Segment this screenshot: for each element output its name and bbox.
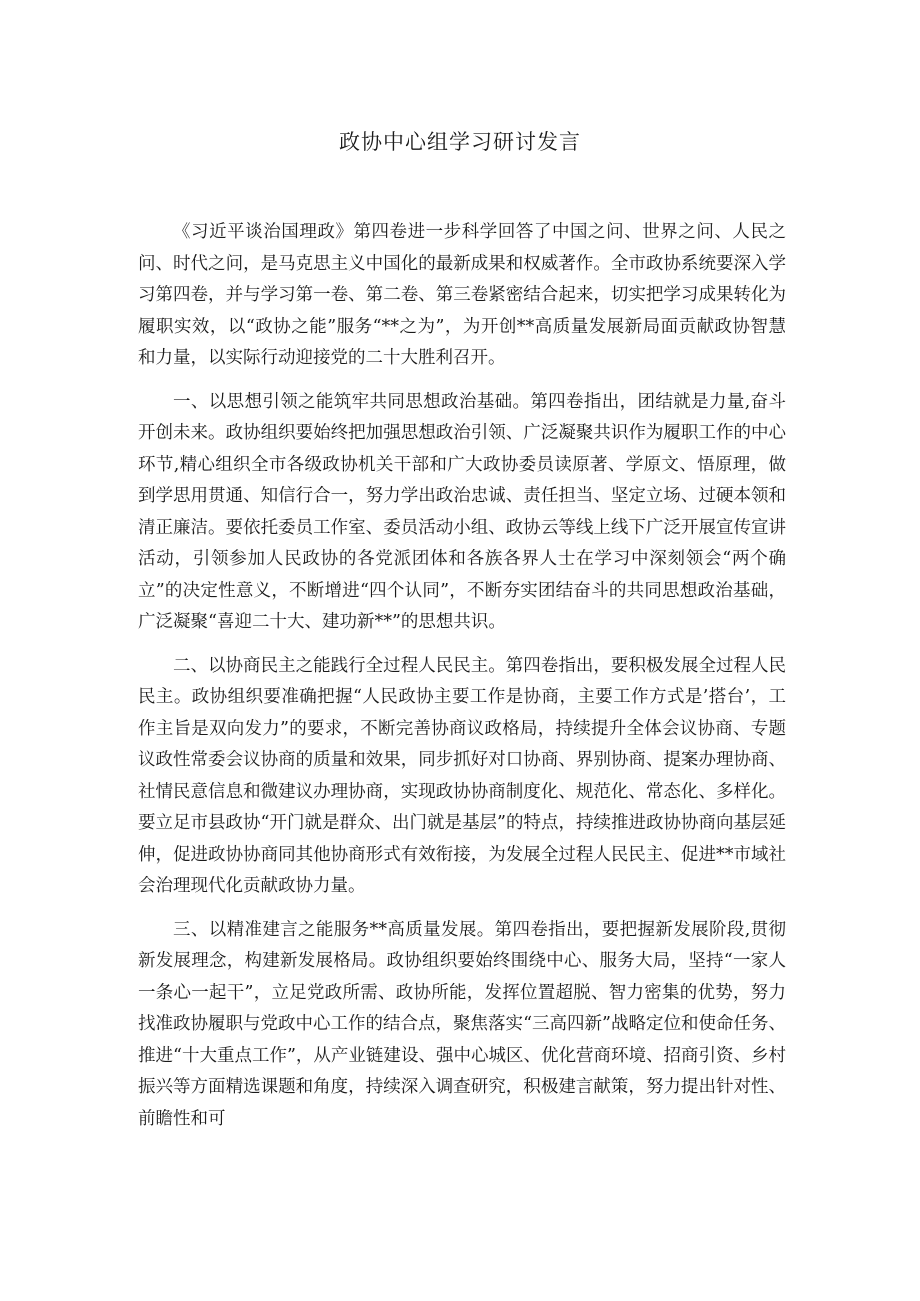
- document-title: 政协中心组学习研讨发言: [339, 130, 581, 154]
- paragraph-section-3: 三、以精准建言之能服务**高质量发展。第四卷指出，要把握新发展阶段,贯彻新发展理念，构建新发展格局。政协组织要始终围绕中心、服务大局，坚持“一家人一条心一起干”，立足党政所需、政协所能，发挥位置超脱、智力密集的优势，努力找准政协履职与党政中心工作的结合点，聚焦落实“三高四新”战略定位和使命任务、推进“十大重点工作”，从产业链建设、强中心城区、优化营商环境、招商引资、乡村振兴等方面精选课题和角度，持续深入调查研究，积极建言献策，努力提出针对性、前瞻性和可: [138, 919, 786, 1129]
- paragraph-section-1: 一、以思想引领之能筑牢共同思想政治基础。第四卷指出，团结就是力量,奋斗开创未来。政协组织要始终把加强思想政治引领、广泛凝聚共识作为履职工作的中心环节,精心组织全市各级政协机关干部和广大政协委员读原著、学原文、悟原理，做到学思用贯通、知信行合一，努力学出政治忠诚、责任担当、坚定立场、过硬本领和清正廉洁。要依托委员工作室、委员活动小组、政协云等线上线下广泛开展宣传宣讲活动，引领参加人民政协的各党派团体和各族各界人士在学习中深刻领会“两个确立”的决定性意义，不断增进“四个认同”，不断夯实团结奋斗的共同思想政治基础，广泛凝聚“喜迎二十大、建功新**”的思想共识。: [138, 391, 786, 632]
- paragraph-intro: 《习近平谈治国理政》第四卷进一步科学回答了中国之问、世界之问、人民之问、时代之问，是马克思主义中国化的最新成果和权威著作。全市政协系统要深入学习第四卷，并与学习第一卷、第二卷、第三卷紧密结合起来，切实把学习成果转化为履职实效，以“政协之能”服务“**之为”，为开创**高质量发展新局面贡献政协智慧和力量，以实际行动迎接党的二十大胜利召开。: [138, 222, 786, 368]
- paragraph-section-2: 二、以协商民主之能践行全过程人民民主。第四卷指出，要积极发展全过程人民民主。政协组织要准确把握“人民政协主要工作是协商，主要工作方式是’搭台’，工作主旨是双向发力”的要求，不断完善协商议政格局，持续提升全体会议协商、专题议政性常委会议协商的质量和效果，同步抓好对口协商、界别协商、提案办理协商、社情民意信息和微建议办理协商，实现政协协商制度化、规范化、常态化、多样化。要立足市县政协“开门就是群众、出门就是基层”的特点，持续推进政协协商向基层延伸，促进政协协商同其他协商形式有效衔接，为发展全过程人民民主、促进**市域社会治理现代化贡献政协力量。: [138, 655, 786, 896]
- document-body: [138, 217, 786, 1147]
